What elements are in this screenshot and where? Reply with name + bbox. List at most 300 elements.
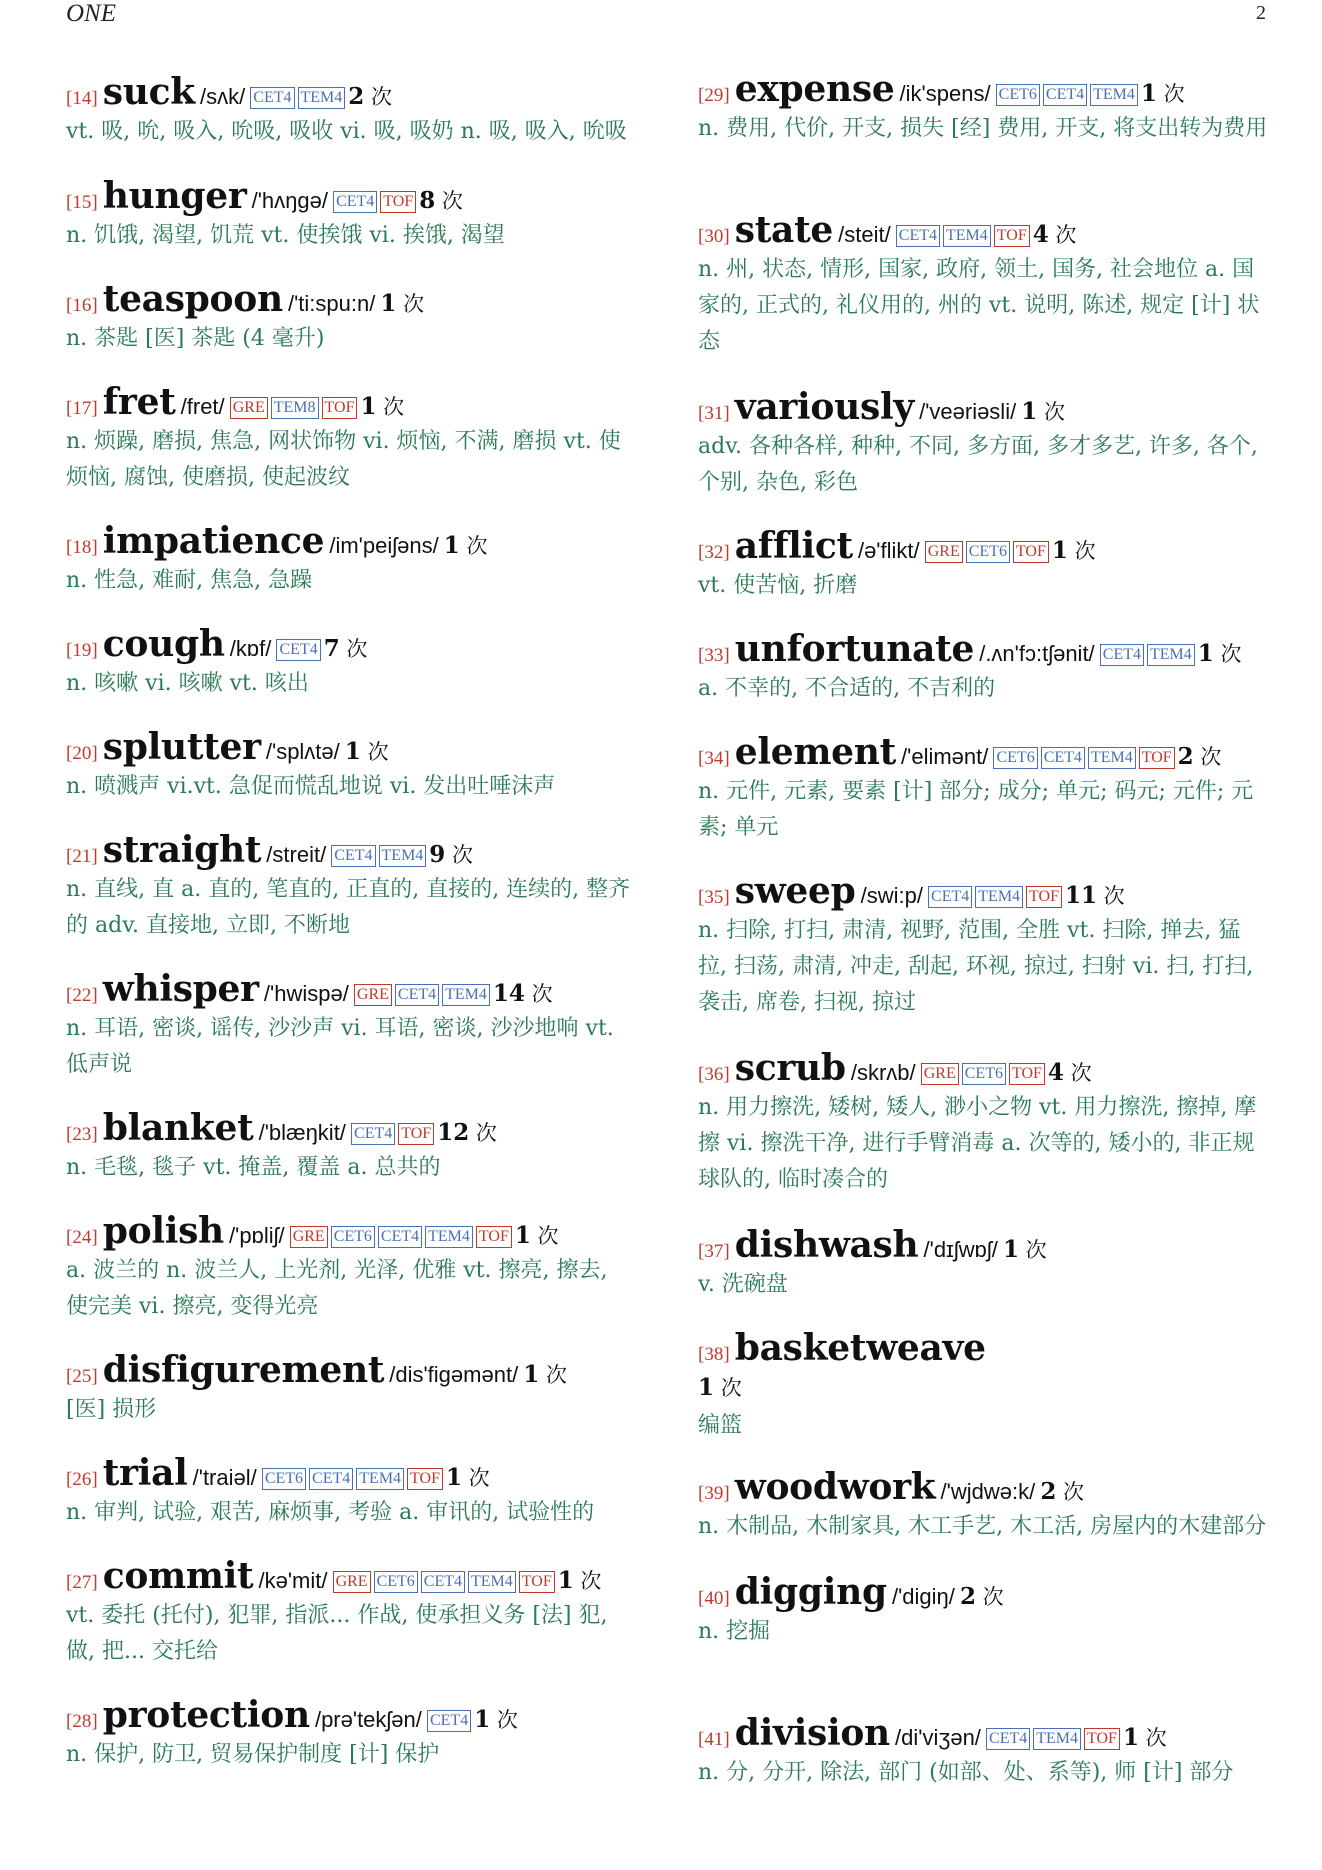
entry-number: [21] — [66, 846, 98, 867]
count-unit: 次 — [1063, 1061, 1092, 1085]
exam-tag: TEM4 — [379, 845, 427, 867]
definition: n. 木制品, 木制家具, 木工手艺, 木工活, 房屋内的木建部分 — [698, 1514, 1267, 1539]
exam-tag: TOF — [380, 191, 416, 213]
phonetic: /kə'mit/ — [258, 1568, 328, 1593]
count-unit: 次 — [1213, 642, 1242, 666]
definition: n. 扫除, 打扫, 肃清, 视野, 范围, 全胜 vt. 扫除, 掸去, 猛拉, 扫荡, 肃清, 冲走, 刮起, 环视, 掠过, 扫射 vi. 扫, 打扫, 袭击, 席卷, 扫视, 掠过 — [698, 918, 1254, 1015]
exam-tag: TEM4 — [468, 1571, 516, 1593]
exam-tag: TEM4 — [1033, 1728, 1081, 1750]
occurrence-count — [1040, 1478, 1085, 1505]
occurrence-count — [360, 393, 405, 420]
count-unit: 次 — [435, 189, 463, 213]
entry-headline — [66, 1348, 636, 1392]
phonetic: /swi:p/ — [860, 883, 923, 908]
count-unit: 次 — [1019, 1238, 1047, 1262]
count-value: 2 — [348, 83, 365, 110]
occurrence-count — [443, 532, 488, 559]
exam-tag: CET6 — [962, 1063, 1006, 1085]
entry-headline — [66, 70, 636, 114]
exam-tag: TOF — [994, 225, 1030, 247]
headword: element — [734, 731, 896, 773]
exam-tag: TEM4 — [298, 87, 346, 109]
entry-number: [22] — [66, 985, 98, 1006]
count-unit: 次 — [469, 1121, 497, 1145]
occurrence-count — [1051, 537, 1096, 564]
exam-tag: CET6 — [374, 1571, 418, 1593]
headword: protection — [102, 1694, 310, 1736]
count-unit: 次 — [360, 740, 389, 764]
phonetic: /ik'spens/ — [899, 81, 991, 106]
word-entry — [66, 1209, 636, 1325]
phonetic: /prə'tekʃən/ — [314, 1707, 422, 1732]
count-value: 1 — [1002, 1236, 1019, 1263]
occurrence-count — [1002, 1236, 1047, 1263]
definition: vt. 委托 (托付), 犯罪, 指派... 作战, 使承担义务 [法] 犯, 做, 把... 交托给 — [66, 1603, 608, 1664]
entry-headline — [698, 208, 1268, 252]
word-entry — [66, 967, 636, 1083]
entry-number: [31] — [698, 403, 730, 424]
entry-number: [15] — [66, 192, 98, 213]
entry-number: [40] — [698, 1588, 730, 1609]
count-value: 1 — [557, 1567, 574, 1594]
exam-tag: CET4 — [1041, 747, 1085, 769]
count-unit: 次 — [1097, 884, 1125, 908]
phonetic: /'dɪʃwɒʃ/ — [923, 1237, 998, 1262]
phonetic: /'wjdwə:k/ — [940, 1479, 1036, 1504]
word-entry — [698, 1046, 1268, 1198]
exam-tag: TEM8 — [271, 397, 319, 419]
occurrence-count — [474, 1706, 518, 1733]
entry-number: [19] — [66, 640, 98, 661]
count-value: 4 — [1047, 1059, 1064, 1086]
entry-number: [33] — [698, 645, 730, 666]
phonetic: /ə'flikt/ — [857, 538, 920, 563]
definition: n. 性急, 难耐, 焦急, 急躁 — [66, 568, 313, 593]
phonetic: /'ti:spu:n/ — [287, 291, 376, 316]
definition: n. 毛毯, 毯子 vt. 掩盖, 覆盖 a. 总共的 — [66, 1155, 441, 1180]
phonetic: /fret/ — [180, 394, 225, 419]
count-unit: 次 — [530, 1224, 559, 1248]
count-unit: 次 — [396, 292, 425, 316]
headword: polish — [102, 1210, 224, 1252]
entry-number: [37] — [698, 1241, 730, 1262]
count-value: 1 — [1051, 537, 1068, 564]
count-line — [698, 1370, 1268, 1408]
definition: v. 洗碗盘 — [698, 1272, 788, 1297]
word-entry — [66, 70, 636, 150]
headword: trial — [102, 1452, 188, 1494]
entry-headline — [66, 277, 636, 321]
page-header-title: ONE — [66, 0, 116, 27]
headword: hunger — [102, 175, 247, 217]
count-value: 1 — [1197, 640, 1214, 667]
occurrence-count — [419, 187, 463, 214]
occurrence-count — [698, 1374, 742, 1401]
count-value: 1 — [1122, 1724, 1139, 1751]
exam-tag: CET6 — [966, 541, 1010, 563]
entry-headline — [698, 627, 1268, 671]
definition: n. 咳嗽 vi. 咳嗽 vt. 咳出 — [66, 671, 309, 696]
headword: state — [734, 209, 834, 251]
occurrence-count — [348, 83, 392, 110]
count-value: 1 — [1021, 398, 1038, 425]
count-value: 2 — [959, 1583, 976, 1610]
exam-tag: CET4 — [427, 1710, 471, 1732]
exam-tag: CET4 — [928, 886, 972, 908]
headword: commit — [102, 1555, 254, 1597]
exam-tag: CET4 — [351, 1123, 395, 1145]
entry-headline — [66, 1693, 636, 1737]
count-value: 1 — [380, 290, 397, 317]
occurrence-count — [1064, 882, 1125, 909]
exam-tag: TOF — [1084, 1728, 1120, 1750]
phonetic: /'pɒliʃ/ — [229, 1223, 285, 1248]
headword: division — [734, 1712, 890, 1754]
word-entry — [66, 380, 636, 496]
entry-number: [23] — [66, 1124, 98, 1145]
count-value: 2 — [1177, 743, 1194, 770]
count-unit: 次 — [339, 637, 368, 661]
entry-headline — [66, 1554, 636, 1598]
entry-number: [39] — [698, 1483, 730, 1504]
occurrence-count — [380, 290, 425, 317]
entry-number: [24] — [66, 1227, 98, 1248]
entry-headline — [698, 1326, 1268, 1370]
headword: woodwork — [734, 1466, 936, 1508]
headword: teaspoon — [102, 278, 283, 320]
definition: n. 喷溅声 vi.vt. 急促而慌乱地说 vi. 发出吐唾沫声 — [66, 774, 556, 799]
exam-tag: CET6 — [262, 1468, 306, 1490]
phonetic: /'elimənt/ — [901, 744, 989, 769]
exam-tag: TOF — [407, 1468, 443, 1490]
definition: [医] 损形 — [66, 1397, 157, 1422]
count-value: 1 — [360, 393, 377, 420]
headword: impatience — [102, 520, 325, 562]
word-entry — [66, 1554, 636, 1670]
count-unit: 次 — [1048, 223, 1077, 247]
entry-number: [18] — [66, 537, 98, 558]
definition: n. 审判, 试验, 艰苦, 麻烦事, 考验 a. 审讯的, 试验性的 — [66, 1500, 595, 1525]
word-entry — [698, 1570, 1268, 1650]
word-entry — [698, 730, 1268, 846]
phonetic: /'blæŋkit/ — [258, 1120, 346, 1145]
exam-tag: CET6 — [993, 747, 1037, 769]
phonetic: /'veəriəsli/ — [919, 399, 1017, 424]
entry-number: [35] — [698, 887, 730, 908]
exam-tag: TEM4 — [1147, 644, 1195, 666]
headword: digging — [734, 1571, 887, 1613]
entry-headline — [698, 1570, 1268, 1614]
exam-tag: TEM4 — [1088, 747, 1136, 769]
phonetic: /im'peiʃəns/ — [329, 533, 439, 558]
phonetic: /'hwispə/ — [263, 981, 349, 1006]
word-entry — [698, 869, 1268, 1021]
word-entry — [66, 277, 636, 357]
occurrence-count — [557, 1567, 602, 1594]
entry-headline — [698, 385, 1268, 429]
entry-headline — [698, 869, 1268, 913]
occurrence-count — [1197, 640, 1242, 667]
entry-headline — [66, 828, 636, 872]
occurrence-count — [1122, 1724, 1167, 1751]
count-value: 1 — [698, 1374, 715, 1401]
exam-tag: CET4 — [421, 1571, 465, 1593]
entry-number: [32] — [698, 542, 730, 563]
entry-headline — [66, 519, 636, 563]
entry-headline — [66, 725, 636, 769]
count-unit: 次 — [524, 982, 553, 1006]
phonetic: /steit/ — [838, 222, 891, 247]
exam-tag: TOF — [1026, 886, 1062, 908]
exam-tag: TOF — [476, 1226, 512, 1248]
count-value: 12 — [437, 1119, 470, 1146]
exam-tag: GRE — [921, 1063, 959, 1085]
headword: dishwash — [734, 1224, 919, 1266]
count-unit: 次 — [975, 1585, 1004, 1609]
entry-headline — [66, 380, 636, 424]
exam-tag: TOF — [1139, 747, 1175, 769]
word-entry — [66, 622, 636, 702]
headword: suck — [102, 71, 195, 113]
entry-headline — [698, 524, 1268, 568]
definition: n. 直线, 直 a. 直的, 笔直的, 正直的, 直接的, 连续的, 整齐的 adv. 直接地, 立即, 不断地 — [66, 877, 631, 938]
entry-number: [26] — [66, 1469, 98, 1490]
exam-tag: CET4 — [250, 87, 294, 109]
entry-number: [20] — [66, 743, 98, 764]
exam-tag: GRE — [333, 1571, 371, 1593]
definition: n. 分, 分开, 除法, 部门 (如部、处、系等), 师 [计] 部分 — [698, 1760, 1234, 1785]
definition: n. 用力擦洗, 矮树, 矮人, 渺小之物 vt. 用力擦洗, 擦掉, 摩擦 vi. 擦洗干净, 进行手臂消毒 a. 次等的, 矮小的, 非正规球队的, 临时凑合的 — [698, 1095, 1257, 1192]
headword: straight — [102, 829, 262, 871]
entry-headline — [66, 622, 636, 666]
entry-number: [29] — [698, 85, 730, 106]
word-entry — [698, 1223, 1268, 1303]
entry-headline — [698, 730, 1268, 774]
word-entry — [698, 1465, 1268, 1545]
entry-number: [38] — [698, 1344, 730, 1365]
exam-tag: TOF — [1009, 1063, 1045, 1085]
exam-tag: CET4 — [309, 1468, 353, 1490]
word-entry — [698, 208, 1268, 360]
occurrence-count — [323, 635, 368, 662]
exam-tag: TOF — [398, 1123, 434, 1145]
occurrence-count — [492, 980, 553, 1007]
count-unit: 次 — [1156, 82, 1185, 106]
phonetic: /'digiŋ/ — [891, 1584, 955, 1609]
exam-tag: CET4 — [896, 225, 940, 247]
headword: fret — [102, 381, 176, 423]
exam-tag: CET4 — [333, 191, 377, 213]
definition: n. 费用, 代价, 开支, 损失 [经] 费用, 开支, 将支出转为费用 — [698, 116, 1268, 141]
occurrence-count — [1021, 398, 1065, 425]
headword: whisper — [102, 968, 259, 1010]
count-unit: 次 — [1056, 1480, 1085, 1504]
entry-headline — [66, 967, 636, 1011]
count-unit: 次 — [573, 1569, 602, 1593]
occurrence-count — [514, 1222, 559, 1249]
phonetic: /dis'figəmənt/ — [389, 1362, 519, 1387]
phonetic: /'traiəl/ — [192, 1465, 257, 1490]
definition: n. 饥饿, 渴望, 饥荒 vt. 使挨饿 vi. 挨饿, 渴望 — [66, 223, 505, 248]
entry-number: [28] — [66, 1711, 98, 1732]
phonetic: /.ʌn'fɔ:tʃənit/ — [979, 641, 1095, 666]
phonetic: /'splʌtə/ — [265, 739, 340, 764]
count-value: 8 — [419, 187, 436, 214]
occurrence-count — [1032, 221, 1077, 248]
headword: scrub — [734, 1047, 846, 1089]
exam-tag: CET4 — [331, 845, 375, 867]
word-entry — [66, 828, 636, 944]
word-entry — [698, 385, 1268, 501]
exam-tag: TEM4 — [442, 984, 490, 1006]
occurrence-count — [1177, 743, 1222, 770]
count-value: 7 — [323, 635, 340, 662]
definition: a. 不幸的, 不合适的, 不吉利的 — [698, 676, 996, 701]
entry-headline — [698, 1046, 1268, 1090]
entry-headline — [66, 1106, 636, 1150]
entry-number: [17] — [66, 398, 98, 419]
count-unit: 次 — [1067, 539, 1096, 563]
entry-headline — [66, 174, 636, 218]
word-entry — [66, 1348, 636, 1428]
word-entry — [66, 1106, 636, 1186]
occurrence-count — [1047, 1059, 1092, 1086]
count-unit: 次 — [1193, 745, 1222, 769]
count-value: 1 — [514, 1222, 531, 1249]
count-unit: 次 — [459, 534, 488, 558]
occurrence-count — [1140, 80, 1185, 107]
entry-number: [34] — [698, 748, 730, 769]
count-unit: 次 — [445, 843, 473, 867]
definition: n. 挖掘 — [698, 1619, 771, 1644]
entry-number: [16] — [66, 295, 98, 316]
word-entry — [698, 524, 1268, 604]
exam-tag: CET4 — [1043, 84, 1087, 106]
entry-number: [41] — [698, 1729, 730, 1750]
definition: adv. 各种各样, 种种, 不同, 多方面, 多才多艺, 许多, 各个, 个别, 杂色, 彩色 — [698, 434, 1258, 495]
headword: sweep — [734, 870, 856, 912]
phonetic: /di'viʒən/ — [895, 1725, 981, 1750]
entry-headline — [698, 67, 1268, 111]
exam-tag: CET4 — [1100, 644, 1144, 666]
entry-headline — [698, 1223, 1268, 1267]
word-entry — [66, 174, 636, 254]
phonetic: /skrʌb/ — [850, 1060, 916, 1085]
count-value: 1 — [443, 532, 460, 559]
phonetic: /streit/ — [266, 842, 327, 867]
occurrence-count — [344, 738, 389, 765]
count-unit: 次 — [1138, 1726, 1167, 1750]
exam-tag: TEM4 — [356, 1468, 404, 1490]
definition: a. 波兰的 n. 波兰人, 上光剂, 光泽, 优雅 vt. 擦亮, 擦去, 使完美 vi. 擦亮, 变得光亮 — [66, 1258, 608, 1319]
occurrence-count — [429, 841, 473, 868]
word-entry — [698, 67, 1268, 147]
definition: n. 元件, 元素, 要素 [计] 部分; 成分; 单元; 码元; 元件; 元素; 单元 — [698, 779, 1254, 840]
exam-tag: CET4 — [395, 984, 439, 1006]
word-entry — [66, 1451, 636, 1531]
count-value: 4 — [1032, 221, 1049, 248]
entry-number: [30] — [698, 226, 730, 247]
exam-tag: TOF — [519, 1571, 555, 1593]
headword: cough — [102, 623, 225, 665]
occurrence-count — [523, 1361, 567, 1388]
count-value: 1 — [1140, 80, 1157, 107]
occurrence-count — [959, 1583, 1004, 1610]
exam-tag: GRE — [925, 541, 963, 563]
occurrence-count — [437, 1119, 497, 1146]
exam-tag: GRE — [354, 984, 392, 1006]
exam-tag: TEM4 — [425, 1226, 473, 1248]
headword: splutter — [102, 726, 261, 768]
word-entry — [698, 627, 1268, 707]
definition: n. 烦躁, 磨损, 焦急, 网状饰物 vi. 烦恼, 不满, 磨损 vt. 使烦恼, 腐蚀, 使磨损, 使起波纹 — [66, 429, 621, 490]
headword: variously — [734, 386, 914, 428]
word-entry — [66, 519, 636, 599]
entry-number: [25] — [66, 1366, 98, 1387]
word-entry — [698, 1711, 1268, 1791]
count-value: 11 — [1064, 882, 1097, 909]
headword: unfortunate — [734, 628, 975, 670]
word-entry — [698, 1326, 1268, 1444]
entry-number: [27] — [66, 1572, 98, 1593]
exam-tag: CET4 — [986, 1728, 1030, 1750]
word-entry — [66, 725, 636, 805]
count-value: 1 — [523, 1361, 540, 1388]
exam-tag: TEM4 — [943, 225, 991, 247]
exam-tag: CET4 — [276, 639, 320, 661]
definition: n. 耳语, 密谈, 谣传, 沙沙声 vi. 耳语, 密谈, 沙沙地响 vt. 低声说 — [66, 1016, 614, 1077]
exam-tag: CET6 — [996, 84, 1040, 106]
headword: blanket — [102, 1107, 254, 1149]
headword: basketweave — [734, 1327, 986, 1369]
entry-number: [14] — [66, 88, 98, 109]
count-value: 2 — [1040, 1478, 1057, 1505]
exam-tag: CET4 — [378, 1226, 422, 1248]
exam-tag: GRE — [290, 1226, 328, 1248]
count-unit: 次 — [1037, 400, 1065, 424]
headword: expense — [734, 68, 895, 110]
entry-headline — [66, 1451, 636, 1495]
entry-headline — [698, 1711, 1268, 1755]
entry-headline — [698, 1465, 1268, 1509]
phonetic: /kɒf/ — [229, 636, 272, 661]
count-value: 1 — [474, 1706, 491, 1733]
entry-number: [36] — [698, 1064, 730, 1085]
exam-tag: TOF — [1013, 541, 1049, 563]
exam-tag: TEM4 — [975, 886, 1023, 908]
count-unit: 次 — [462, 1466, 490, 1490]
count-unit: 次 — [714, 1376, 742, 1400]
definition: n. 州, 状态, 情形, 国家, 政府, 领土, 国务, 社会地位 a. 国家的, 正式的, 礼仪用的, 州的 vt. 说明, 陈述, 规定 [计] 状态 — [698, 257, 1260, 354]
exam-tag: GRE — [230, 397, 268, 419]
word-entry — [66, 1693, 636, 1773]
count-value: 9 — [429, 841, 446, 868]
definition: 编篮 — [698, 1413, 743, 1438]
count-unit: 次 — [490, 1708, 518, 1732]
definition: n. 保护, 防卫, 贸易保护制度 [计] 保护 — [66, 1742, 440, 1767]
phonetic: /'hʌŋgə/ — [251, 188, 328, 213]
headword: disfigurement — [102, 1349, 385, 1391]
count-unit: 次 — [539, 1363, 567, 1387]
count-unit: 次 — [376, 395, 405, 419]
definition: n. 茶匙 [医] 茶匙 (4 毫升) — [66, 326, 325, 351]
count-value: 1 — [344, 738, 361, 765]
count-value: 1 — [445, 1464, 462, 1491]
headword: afflict — [734, 525, 853, 567]
exam-tag: TEM4 — [1090, 84, 1138, 106]
page-number: 2 — [1256, 2, 1266, 24]
count-value: 14 — [492, 980, 525, 1007]
